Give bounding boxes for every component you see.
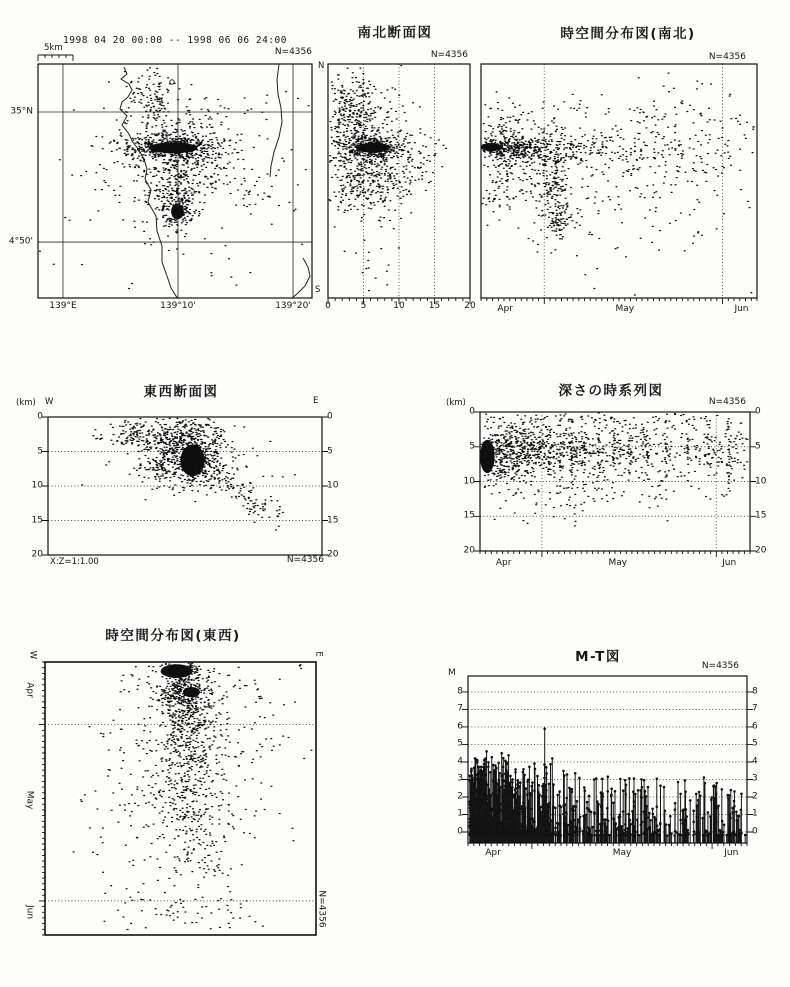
title-depth-time-series: 深さの時系列図 — [558, 383, 664, 399]
axis-ticks — [750, 412, 756, 551]
axis-ticks — [462, 692, 468, 832]
axis-ticks — [42, 417, 48, 555]
tick-label: May — [615, 304, 635, 314]
hypocenter-points — [482, 73, 754, 295]
tick-label: May — [608, 558, 628, 568]
dense-cluster-core — [480, 440, 495, 473]
tick-label: 5 — [37, 446, 43, 456]
axis-ticks — [481, 298, 757, 304]
tick-label: 15 — [755, 510, 767, 521]
hypocenter-points — [73, 663, 312, 929]
tick-label: 8 — [457, 686, 463, 697]
tick-label: 15 — [428, 301, 441, 311]
panel-frame — [38, 64, 312, 298]
header-date-range: 1998 04 20 00:00 -- 1998 06 06 24:00 — [63, 35, 287, 46]
tick-label: 10 — [31, 480, 43, 491]
map-scalebar — [38, 55, 73, 61]
mt-magnitude-axis-label: M — [448, 668, 456, 678]
tick-label: 15 — [31, 515, 43, 525]
depth-time-event-count: N=4356 — [708, 397, 746, 407]
tick-label: Apr — [497, 304, 513, 314]
tick-label: 10 — [755, 476, 767, 486]
axis-ticks — [480, 551, 750, 557]
tick-label: Apr — [485, 848, 501, 858]
tick-label: 15 — [327, 515, 339, 525]
tick-label: 1 — [457, 808, 463, 819]
title-space-time-ew: 時空間分布図(東西) — [105, 628, 241, 644]
tick-label: Apr — [495, 558, 512, 568]
tick-label: Jun — [24, 905, 35, 920]
title-ns-cross-section: 南北断面図 — [357, 25, 433, 41]
ns-section-event-count: N=4356 — [430, 50, 468, 60]
tick-label: Jun — [724, 848, 739, 858]
title-space-time-ns: 時空間分布図(南北) — [560, 26, 696, 42]
tick-label: 0 — [325, 301, 331, 311]
depth-time-unit-label: (km) — [446, 398, 466, 408]
tick-label: 7 — [457, 703, 463, 714]
axis-ticks — [328, 298, 470, 304]
ns-section-north-label: N — [318, 61, 325, 71]
tick-label: 1 — [752, 808, 758, 819]
tick-label: 20 — [327, 549, 339, 560]
ew-section-west-label: W — [45, 397, 54, 407]
tick-label: 20 — [755, 545, 767, 556]
tick-label: 2 — [457, 791, 463, 802]
tick-label: Jun — [722, 558, 737, 568]
panel-frame — [48, 417, 322, 555]
tick-label: 10 — [327, 480, 339, 491]
map-event-count: N=4356 — [274, 47, 312, 57]
tick-label: 15 — [463, 510, 475, 521]
tick-label: 5 — [360, 301, 367, 311]
tick-label: 7 — [752, 703, 758, 714]
tick-label: 0 — [755, 406, 761, 417]
tick-label: 10 — [463, 476, 475, 486]
axis-ticks — [39, 662, 45, 935]
tick-label: 20 — [31, 549, 43, 560]
hypocenter-points — [40, 68, 310, 289]
tick-label: 0 — [37, 411, 43, 422]
coastline — [270, 64, 282, 177]
tick-label: 10 — [393, 301, 405, 311]
tick-label: 4°50' — [8, 236, 33, 247]
tick-label: 0 — [327, 411, 333, 422]
tick-label: 4 — [752, 756, 758, 767]
tick-label: 0 — [457, 826, 463, 837]
tick-label: Jun — [734, 304, 749, 314]
tick-label: 20 — [463, 545, 475, 556]
tick-label: 0 — [752, 826, 758, 837]
tick-label: 8 — [752, 686, 758, 697]
tick-label: 35°N — [10, 106, 33, 117]
tick-label: 5 — [755, 441, 761, 452]
tick-label: May — [24, 790, 35, 810]
tick-label: 139°20' — [275, 301, 311, 311]
hypocenter-points — [82, 418, 295, 530]
axis-ticks — [474, 412, 480, 551]
ew-section-east-label: E — [313, 396, 319, 406]
ns-section-south-label: S — [315, 285, 321, 295]
axis-ticks — [747, 692, 753, 832]
title-magnitude-time: M-T図 — [575, 649, 621, 665]
tick-label: 2 — [752, 791, 758, 802]
tick-label: Apr — [24, 682, 35, 698]
mt-event-count: N=4356 — [701, 661, 739, 671]
axis-ticks — [468, 843, 747, 849]
st-ns-event-count: N=4356 — [708, 52, 746, 62]
tick-label: 5 — [327, 446, 333, 456]
tick-label: 0 — [469, 406, 475, 417]
tick-label: 5 — [469, 441, 475, 452]
tick-label: 139°E — [49, 301, 77, 311]
tick-label: 20 — [464, 301, 476, 311]
panel-frame — [45, 662, 316, 935]
tick-label: 139°10' — [160, 301, 196, 311]
map-scalebar-label: 5km — [44, 43, 63, 53]
coastline — [292, 258, 310, 298]
st-ew-east-label: E — [313, 651, 324, 657]
tick-label: 6 — [457, 721, 463, 732]
ew-section-scale-note: X:Z=1:1.00 — [50, 557, 99, 567]
tick-label: 3 — [752, 773, 758, 784]
tick-label: 5 — [752, 738, 758, 749]
ew-section-event-count: N=4356 — [286, 555, 324, 565]
hypocenter-points — [481, 413, 748, 526]
tick-label: 6 — [752, 721, 758, 732]
ew-section-unit-label: (km) — [16, 398, 36, 408]
hypocenter-points — [329, 66, 447, 291]
st-ew-west-label: W — [27, 650, 38, 660]
tick-label: 5 — [457, 738, 463, 749]
tick-label: 4 — [457, 756, 463, 767]
title-ew-cross-section: 東西断面図 — [143, 384, 219, 400]
axis-ticks — [322, 417, 328, 555]
tick-label: May — [612, 848, 632, 858]
tick-label: 3 — [457, 773, 463, 784]
st-ew-event-count: N=4356 — [316, 890, 327, 928]
